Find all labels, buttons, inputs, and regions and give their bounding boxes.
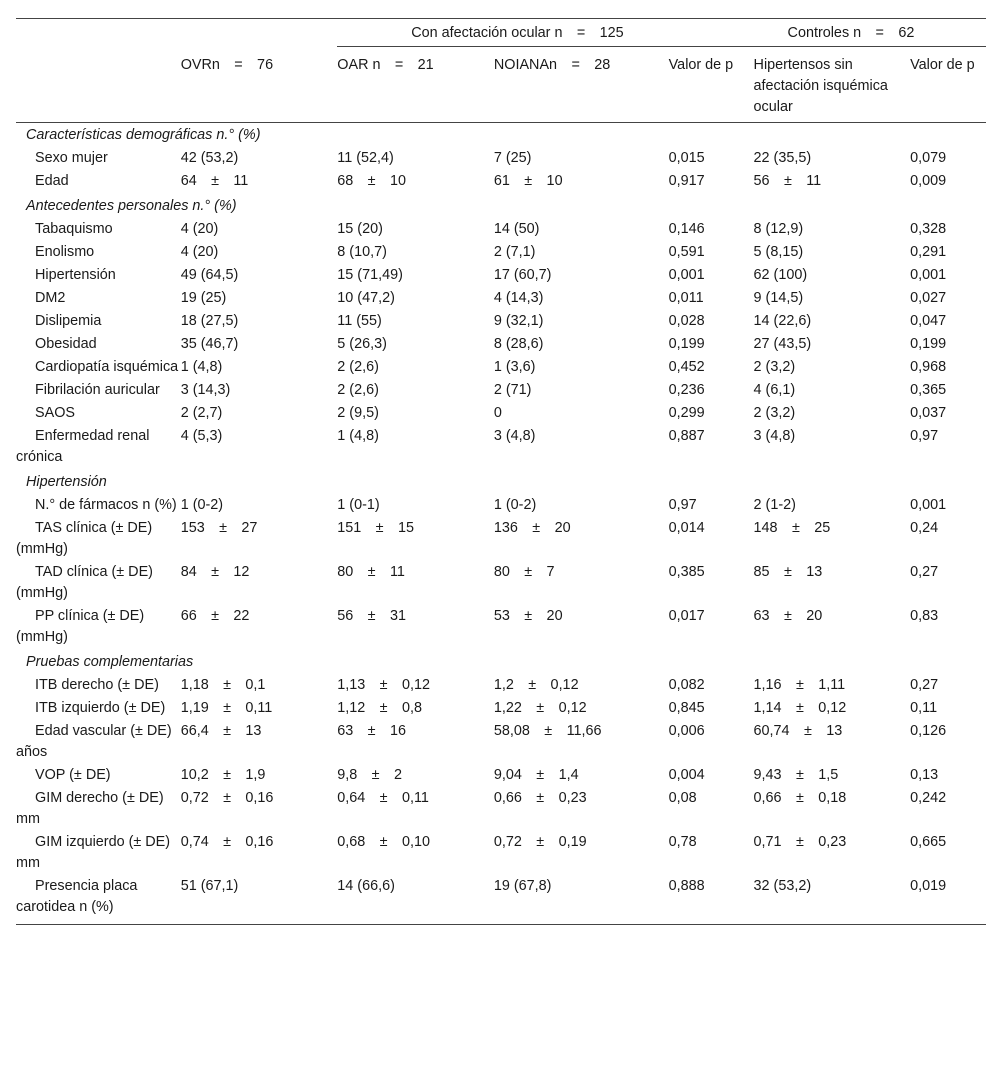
table-row [16, 219, 986, 242]
table-cell: 0,11 [910, 700, 938, 716]
table-cell: 66,4 ± 13 [180, 723, 262, 739]
table-row [16, 403, 986, 426]
table-cell: 14 (50) [493, 221, 540, 237]
table-cell: 49 (64,5) [180, 267, 239, 283]
section-header-row [16, 470, 986, 495]
table-cell: 0,27 [910, 677, 939, 693]
table-row [16, 148, 986, 171]
table-cell: 42 (53,2) [180, 150, 239, 166]
table-cell: 0,047 [910, 313, 947, 329]
section-header-row [16, 194, 986, 219]
row-label: ITB izquierdo (± DE) [35, 700, 166, 716]
table-cell: 9,8 ± 2 [337, 767, 402, 783]
table-cell: 0,83 [910, 608, 939, 624]
table-body [16, 123, 986, 925]
table-cell: 1 (0-2) [180, 497, 224, 513]
table-cell: 1,14 ± 0,12 [753, 700, 847, 716]
table-cell: 148 ± 25 [753, 520, 831, 536]
table-cell: 5 (26,3) [337, 336, 387, 352]
table-cell: 1,16 ± 1,11 [753, 677, 846, 693]
table-row [16, 265, 986, 288]
table-row [16, 562, 986, 606]
table-cell: 0,72 ± 0,16 [180, 790, 274, 806]
table-cell: 0,015 [668, 150, 705, 166]
table-cell: 11 (52,4) [337, 150, 394, 166]
table-cell: 0,72 ± 0,19 [493, 834, 587, 850]
column-header-oar: OAR n = 21 [337, 47, 494, 123]
table-cell: 0,71 ± 0,23 [753, 834, 847, 850]
table-cell: 0,27 [910, 564, 939, 580]
table-cell: 0,845 [668, 700, 705, 716]
table-cell: 0,917 [668, 173, 705, 189]
table-cell: 3 (4,8) [493, 428, 536, 444]
table-cell: 2 (1-2) [753, 497, 796, 513]
table-cell: 15 (20) [337, 221, 383, 237]
table-cell: 0,199 [668, 336, 705, 352]
table-cell: 62 (100) [753, 267, 808, 283]
table-cell: 66 ± 22 [180, 608, 250, 624]
table-cell: 85 ± 13 [753, 564, 823, 580]
row-label: ITB derecho (± DE) [35, 677, 159, 693]
table-cell: 0,08 [668, 790, 697, 806]
table-cell: 17 (60,7) [493, 267, 552, 283]
table-cell: 0,009 [910, 173, 947, 189]
row-label: DM2 [35, 290, 66, 306]
column-header-noiana: NOIANAn = 28 [494, 47, 669, 123]
group-controles-header: Controles n = 62 [754, 19, 986, 47]
row-label: VOP (± DE) [35, 767, 111, 783]
table-cell: 53 ± 20 [493, 608, 563, 624]
table-row [16, 380, 986, 403]
row-label: TAD clínica (± DE) (mmHg) [16, 564, 157, 601]
table-cell: 0,019 [910, 876, 986, 925]
table-cell: 0,24 [910, 520, 939, 536]
table-cell: 19 (25) [180, 290, 227, 306]
column-header-pvalue-ocular: Valor de p [669, 47, 754, 123]
table-cell: 7 (25) [493, 150, 532, 166]
row-label: Obesidad [35, 336, 97, 352]
table-cell: 2 (3,2) [753, 359, 796, 375]
table-cell: 4 (20) [180, 244, 219, 260]
table-cell: 10 (47,2) [337, 290, 395, 306]
column-header-row [16, 47, 986, 123]
table-cell: 9 (32,1) [493, 313, 544, 329]
table-cell: 58,08 ± 11,66 [493, 723, 602, 739]
section-title: Pruebas complementarias [26, 654, 194, 670]
table-cell: 60,74 ± 13 [753, 723, 843, 739]
table-cell: 9,43 ± 1,5 [753, 767, 839, 783]
row-label: SAOS [35, 405, 75, 421]
table-cell: 1 (0-1) [337, 497, 380, 513]
table-cell: 2 (2,6) [337, 359, 379, 375]
table-cell: 22 (35,5) [753, 150, 812, 166]
table-cell: 0,001 [910, 267, 947, 283]
table-cell: 1 (4,8) [180, 359, 223, 375]
table-cell: 32 (53,2) [754, 876, 911, 925]
table-cell: 2 (7,1) [493, 244, 536, 260]
table-row [16, 311, 986, 334]
results-table [16, 18, 986, 925]
table-cell: 10,2 ± 1,9 [180, 767, 266, 783]
table-cell: 8 (12,9) [753, 221, 804, 237]
table-cell: 0,001 [668, 267, 705, 283]
table-cell: 0,97 [910, 428, 939, 444]
table-cell: 14 (66,6) [337, 876, 494, 925]
table-row [16, 171, 986, 194]
table-cell: 0,97 [668, 497, 697, 513]
row-label: Fibrilación auricular [35, 382, 160, 398]
table-cell: 1 (3,6) [493, 359, 536, 375]
table-cell: 0,001 [910, 497, 947, 513]
table-cell: 63 ± 16 [337, 723, 406, 739]
row-label: Edad [35, 173, 69, 189]
table-cell: 0,126 [910, 723, 947, 739]
table-cell: 3 (14,3) [180, 382, 231, 398]
table-cell: 0,968 [910, 359, 947, 375]
table-cell: 5 (8,15) [753, 244, 804, 260]
table-cell: 56 ± 31 [337, 608, 406, 624]
table-row [16, 426, 986, 470]
table-cell: 51 (67,1) [181, 876, 338, 925]
table-cell: 9,04 ± 1,4 [493, 767, 579, 783]
table-cell: 0,082 [668, 677, 705, 693]
table-cell: 0,68 ± 0,10 [337, 834, 430, 850]
table-row [16, 357, 986, 380]
column-header-ovr: OVRn = 76 [181, 47, 338, 123]
table-row [16, 788, 986, 832]
table-cell: 68 ± 10 [337, 173, 406, 189]
table-cell: 0,78 [668, 834, 697, 850]
table-cell: 0,037 [910, 405, 947, 421]
table-cell: 0,027 [910, 290, 947, 306]
table-cell: 0,291 [910, 244, 947, 260]
table-cell: 35 (46,7) [180, 336, 239, 352]
table-cell: 64 ± 11 [180, 173, 249, 189]
table-cell: 0,591 [668, 244, 705, 260]
table-cell: 1 (4,8) [337, 428, 379, 444]
table-cell: 61 ± 10 [493, 173, 563, 189]
table-cell: 1,19 ± 0,11 [180, 700, 273, 716]
table-cell: 0,236 [668, 382, 705, 398]
section-header-row [16, 650, 986, 675]
table-row [16, 495, 986, 518]
section-title: Antecedentes personales n.° (%) [26, 198, 237, 214]
table-cell: 4 (20) [180, 221, 219, 237]
table-cell: 18 (27,5) [180, 313, 239, 329]
table-cell: 0,242 [910, 790, 947, 806]
table-cell: 0,365 [910, 382, 947, 398]
table-cell: 0,199 [910, 336, 947, 352]
table-row [16, 242, 986, 265]
row-label: GIM derecho (± DE) mm [16, 790, 168, 827]
table-cell: 0 [493, 405, 502, 421]
table-row [16, 675, 986, 698]
table-cell: 0,328 [910, 221, 947, 237]
table-cell: 11 (55) [337, 313, 382, 329]
table-cell: 4 (5,3) [180, 428, 223, 444]
table-cell: 0,004 [668, 767, 705, 783]
table-cell: 2 (71) [493, 382, 532, 398]
table-cell: 56 ± 11 [753, 173, 822, 189]
row-label: TAS clínica (± DE) (mmHg) [16, 520, 157, 557]
row-label: PP clínica (± DE) (mmHg) [16, 608, 149, 645]
row-label: Enfermedad renal crónica [16, 428, 154, 465]
table-cell: 15 (71,49) [337, 267, 403, 283]
table-cell: 8 (10,7) [337, 244, 387, 260]
table-cell: 2 (9,5) [337, 405, 379, 421]
table-row [16, 606, 986, 650]
row-label: Dislipemia [35, 313, 102, 329]
table-cell: 0,665 [910, 834, 947, 850]
table-row [16, 721, 986, 765]
column-header-hipertensos: Hipertensos sin afectación isquémica ocular [754, 47, 911, 123]
table-cell: 136 ± 20 [493, 520, 571, 536]
section-header-row [16, 123, 986, 149]
table-row [16, 288, 986, 311]
table-cell: 63 ± 20 [753, 608, 823, 624]
table-cell: 0,028 [668, 313, 705, 329]
table-cell: 0,385 [668, 564, 705, 580]
table-cell: 0,299 [668, 405, 705, 421]
table-cell: 0,079 [910, 150, 947, 166]
table-cell: 0,888 [669, 876, 754, 925]
table-cell: 1,22 ± 0,12 [493, 700, 587, 716]
row-label: Sexo mujer [35, 150, 108, 166]
table-cell: 2 (2,6) [337, 382, 379, 398]
group-header-row [16, 19, 986, 47]
section-title: Características demográficas n.° (%) [26, 127, 261, 143]
table-cell: 3 (4,8) [753, 428, 796, 444]
column-header-pvalue-controles: Valor de p [910, 47, 986, 123]
table-cell: 1,2 ± 0,12 [493, 677, 579, 693]
row-label: GIM izquierdo (± DE) mm [16, 834, 175, 871]
row-label: Hipertensión [35, 267, 116, 283]
table-cell: 0,146 [668, 221, 705, 237]
row-label: Tabaquismo [35, 221, 113, 237]
table-row [16, 876, 986, 925]
table-row [16, 765, 986, 788]
table-cell: 0,014 [668, 520, 705, 536]
table-cell: 1,13 ± 0,12 [337, 677, 430, 693]
table-cell: 1,12 ± 0,8 [337, 700, 422, 716]
table-cell: 0,017 [668, 608, 705, 624]
row-label: Edad vascular (± DE) años [16, 723, 176, 760]
table-row [16, 832, 986, 876]
section-title: Hipertensión [26, 474, 107, 490]
group-ocular-header: Con afectación ocular n = 125 [337, 19, 753, 47]
table-cell: 0,452 [668, 359, 705, 375]
table-cell: 27 (43,5) [753, 336, 812, 352]
row-label: Cardiopatía isquémica [35, 359, 179, 375]
table-cell: 0,66 ± 0,23 [493, 790, 587, 806]
table-cell: 9 (14,5) [753, 290, 804, 306]
table-cell: 2 (3,2) [753, 405, 796, 421]
row-label: N.° de fármacos n (%) [35, 497, 177, 513]
table-cell: 8 (28,6) [493, 336, 544, 352]
row-label: Presencia placa carotidea n (%) [16, 876, 181, 925]
table-cell: 0,64 ± 0,11 [337, 790, 429, 806]
table-cell: 0,66 ± 0,18 [753, 790, 847, 806]
table-cell: 0,887 [668, 428, 705, 444]
table-cell: 2 (2,7) [180, 405, 223, 421]
table-cell: 0,13 [910, 767, 939, 783]
table-cell: 4 (14,3) [493, 290, 544, 306]
table-cell: 1 (0-2) [493, 497, 537, 513]
table-cell: 80 ± 11 [337, 564, 405, 580]
table-row [16, 518, 986, 562]
row-label: Enolismo [35, 244, 95, 260]
table-cell: 4 (6,1) [753, 382, 796, 398]
table-row [16, 698, 986, 721]
table-cell: 153 ± 27 [180, 520, 258, 536]
table-cell: 151 ± 15 [337, 520, 414, 536]
table-cell: 0,011 [668, 290, 704, 306]
table-cell: 19 (67,8) [494, 876, 669, 925]
table-row [16, 334, 986, 357]
table-cell: 84 ± 12 [180, 564, 250, 580]
table-cell: 80 ± 7 [493, 564, 555, 580]
table-cell: 0,74 ± 0,16 [180, 834, 274, 850]
table-cell: 0,006 [668, 723, 705, 739]
table-cell: 1,18 ± 0,1 [180, 677, 266, 693]
table-cell: 14 (22,6) [753, 313, 812, 329]
